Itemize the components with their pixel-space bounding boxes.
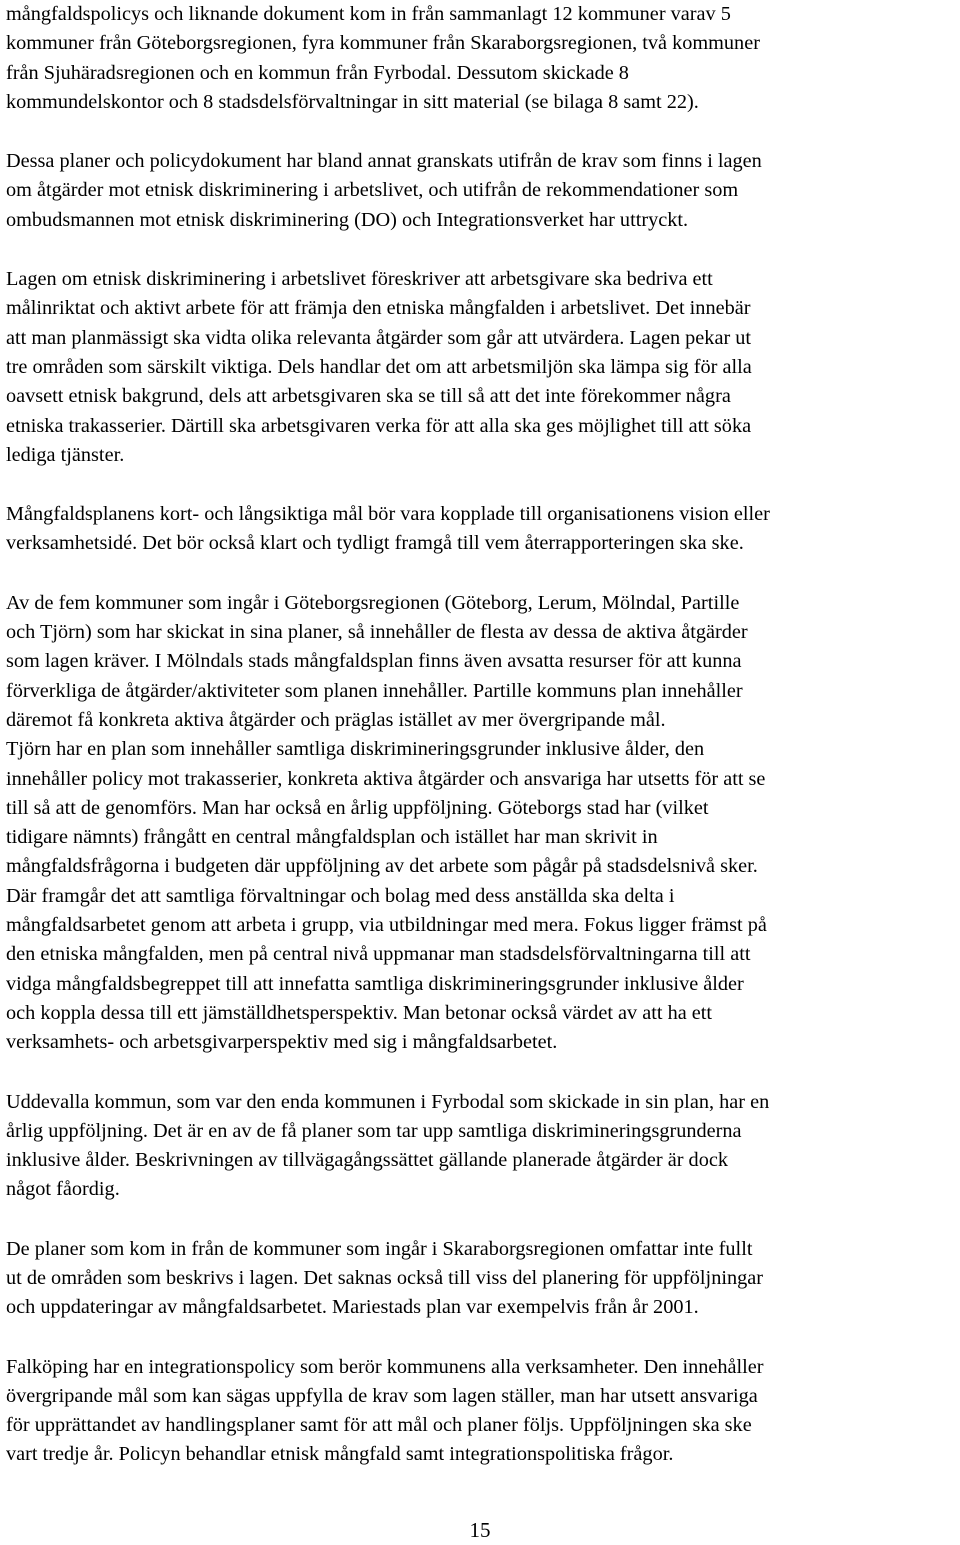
text-line: lediga tjänster. <box>6 443 125 466</box>
body-text <box>6 0 958 1500</box>
text-line: årlig uppföljning. Det är en av de få planer som tar upp samtliga diskrimineringsgrunderna <box>6 1119 742 1142</box>
text-line: vart tredje år. Policyn behandlar etnisk mångfald samt integrationspolitiska frågor. <box>6 1443 674 1466</box>
paragraph-4 <box>6 500 958 559</box>
text-line: till så att de genomförs. Man har också en årlig uppföljning. Göteborgs stad har (vilket <box>6 796 709 819</box>
text-line: inklusive ålder. Beskrivningen av tillvägagångssättet gällande planerade åtgärder är dock <box>6 1149 728 1172</box>
text-line: oavsett etnisk bakgrund, dels att arbetsgivaren ska se till så att det inte förekommer några <box>6 385 731 408</box>
text-line: något fåordig. <box>6 1178 120 1201</box>
text-line: Tjörn har en plan som innehåller samtliga diskrimineringsgrunder inklusive ålder, den <box>6 738 705 761</box>
text-line: som lagen kräver. I Mölndals stads mångfaldsplan finns även avsatta resurser för att kunna <box>6 650 742 673</box>
text-line: för upprättandet av handlingsplaner samt för att mål och planer följs. Uppföljningen ska ske <box>6 1414 752 1437</box>
text-line: och koppla dessa till ett jämställdhetsperspektiv. Man betonar också värdet av att ha ett <box>6 1001 713 1024</box>
text-line: och Tjörn) som har skickat in sina planer, så innehåller de flesta av dessa de aktiva åtgärder <box>6 621 748 644</box>
text-line: Falköping har en integrationspolicy som berör kommunens alla verksamheter. Den innehåller <box>6 1355 764 1378</box>
text-line: verksamhetsidé. Det bör också klart och tydligt framgå till vem återrapporteringen ska ske. <box>6 532 744 555</box>
text-line: Av de fem kommuner som ingår i Göteborgsregionen (Göteborg, Lerum, Mölndal, Partille <box>6 591 740 614</box>
text-line: däremot få konkreta aktiva åtgärder och präglas istället av mer övergripande mål. <box>6 708 666 731</box>
paragraph-7 <box>6 1235 958 1323</box>
paragraph-2 <box>6 147 958 235</box>
text-line: ombudsmannen mot etnisk diskriminering (DO) och Integrationsverket har uttryckt. <box>6 208 689 231</box>
text-line: mångfaldspolicys och liknande dokument kom in från sammanlagt 12 kommuner varav 5 <box>6 3 731 25</box>
text-line: ut de områden som beskrivs i lagen. Det saknas också till viss del planering för uppföljningar <box>6 1266 764 1289</box>
paragraph-6 <box>6 1088 958 1205</box>
text-line: och uppdateringar av mångfaldsarbetet. Mariestads plan var exempelvis från år 2001. <box>6 1296 699 1319</box>
text-line: De planer som kom in från de kommuner som ingår i Skaraborgsregionen omfattar inte fullt <box>6 1237 753 1260</box>
text-line: Dessa planer och policydokument har bland annat granskats utifrån de krav som finns i lagen <box>6 150 762 173</box>
text-line: den etniska mångfalden, men på central nivå uppmanar man stadsdelsförvaltningarna till att <box>6 943 751 966</box>
text-line: kommundelskontor och 8 stadsdelsförvaltningar in sitt material (se bilaga 8 samt 22). <box>6 90 699 113</box>
text-line: Mångfaldsplanens kort- och långsiktiga mål bör vara kopplade till organisationens vision eller <box>6 503 770 526</box>
text-line: målinriktat och aktivt arbete för att främja den etniska mångfalden i arbetslivet. Det innebär <box>6 297 751 320</box>
text-line: vidga mångfaldsbegreppet till att innefatta samtliga diskrimineringsgrunder inklusive ålder <box>6 972 744 995</box>
paragraph-1 <box>6 0 958 117</box>
paragraph-8 <box>6 1353 958 1470</box>
text-line: Lagen om etnisk diskriminering i arbetslivet föreskriver att arbetsgivare ska bedriva ett <box>6 268 713 291</box>
paragraph-3 <box>6 265 958 470</box>
text-line: verksamhets- och arbetsgivarperspektiv med sig i mångfaldsarbetet. <box>6 1031 558 1054</box>
text-line: att man planmässigt ska vidta olika relevanta åtgärder som går att utvärdera. Lagen pekar ut <box>6 326 752 349</box>
text-line: mångfaldsfrågorna i budgeten där uppföljning av det arbete som pågår på stadsdelsnivå sker. <box>6 855 758 878</box>
text-line: om åtgärder mot etnisk diskriminering i arbetslivet, och utifrån de rekommendationer som <box>6 179 739 202</box>
text-line: etniska trakasserier. Därtill ska arbetsgivaren verka för att alla ska ges möjlighet till att söka <box>6 414 752 437</box>
text-line: tidigare nämnts) frångått en central mångfaldsplan och istället har man skrivit in <box>6 826 658 849</box>
text-line: mångfaldsarbetet genom att arbeta i grupp, via utbildningar med mera. Fokus ligger främst på <box>6 914 767 937</box>
text-line: innehåller policy mot trakasserier, konkreta aktiva åtgärder och ansvariga har utsetts för att se <box>6 767 766 790</box>
text-line: från Sjuhäradsregionen och en kommun från Fyrbodal. Dessutom skickade 8 <box>6 61 629 84</box>
text-line: Där framgår det att samtliga förvaltningar och bolag med dess anställda ska delta i <box>6 884 675 907</box>
text-line: övergripande mål som kan sägas uppfylla de krav som lagen ställer, man har utsett ansvariga <box>6 1384 758 1407</box>
text-line: tre områden som särskilt viktiga. Dels handlar det om att arbetsmiljön ska lämpa sig för alla <box>6 355 752 378</box>
text-line: kommuner från Göteborgsregionen, fyra kommuner från Skaraborgsregionen, två kommuner <box>6 32 760 55</box>
text-line: förverkliga de åtgärder/aktiviteter som planen innehåller. Partille kommuns plan innehåller <box>6 679 743 702</box>
paragraph-5 <box>6 589 958 1058</box>
text-line: Uddevalla kommun, som var den enda kommunen i Fyrbodal som skickade in sin plan, har en <box>6 1090 770 1113</box>
page-number: 15 <box>469 1518 491 1542</box>
